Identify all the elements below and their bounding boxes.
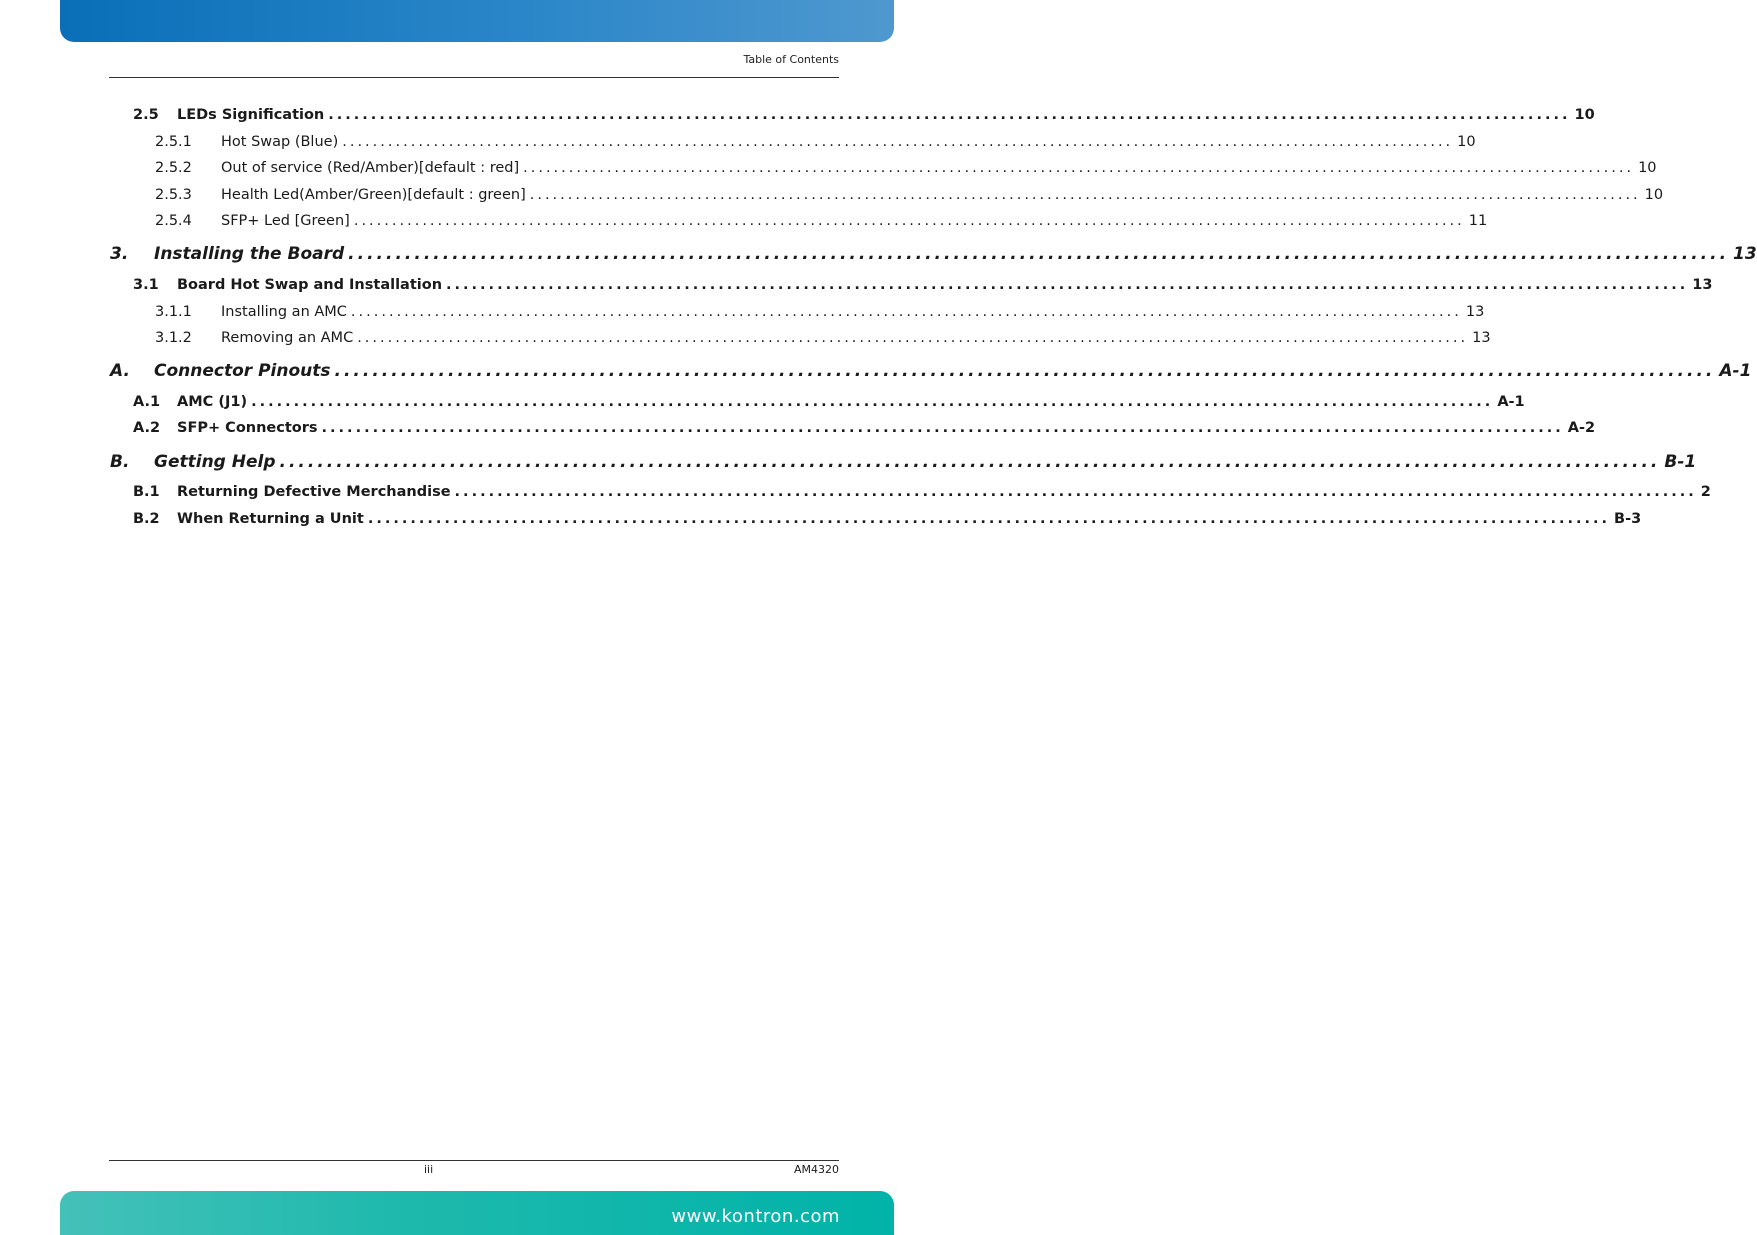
bottom-banner (60, 1191, 894, 1235)
toc-leader: .................................................................................................................................................. (353, 213, 1465, 229)
toc-leader: .................................................................................................................................................. (251, 394, 1494, 410)
toc-number: A.2 (133, 420, 161, 436)
toc-page: 13 (1692, 277, 1713, 293)
toc-title: Getting Help (154, 452, 276, 472)
toc-leader: .................................................................................................................................................. (334, 361, 1716, 381)
toc-number: 2.5 (133, 107, 159, 123)
toc-page: 11 (1468, 213, 1488, 229)
toc-leader: .................................................................................................................................................. (523, 160, 1635, 176)
toc-number: B.2 (133, 511, 160, 527)
toc-page: 2 (1700, 484, 1711, 500)
footer-document-id: AM4320 (793, 1163, 839, 1176)
toc-page: 10 (1574, 107, 1595, 123)
toc-number: 3.1.2 (155, 330, 192, 346)
toc-title: SFP+ Led [Green] (221, 213, 350, 229)
toc-number: A. (110, 361, 130, 381)
toc-number: 2.5.1 (155, 134, 192, 150)
toc-leader: .................................................................................................................................................. (454, 484, 1697, 500)
toc-page: A-1 (1497, 394, 1525, 410)
toc-leader: .................................................................................................................................................. (367, 511, 1611, 527)
footer-divider (109, 1160, 839, 1161)
toc-number: 2.5.3 (155, 187, 192, 203)
toc-leader: .................................................................................................................................................. (446, 277, 1689, 293)
header-section-label: Table of Contents (743, 53, 839, 66)
toc-page: 13 (1465, 304, 1485, 320)
toc-number: B. (110, 452, 130, 472)
toc-title: Out of service (Red/Amber)[default : red] (221, 160, 520, 176)
toc-title: Board Hot Swap and Installation (177, 277, 443, 293)
header-divider (109, 77, 839, 78)
toc-leader: .................................................................................................................................................. (321, 420, 1564, 436)
footer-page-number: iii (424, 1163, 434, 1176)
toc-leader: .................................................................................................................................................. (357, 330, 1469, 346)
toc-title: Removing an AMC (221, 330, 354, 346)
toc-title: Connector Pinouts (154, 361, 331, 381)
toc-leader: .................................................................................................................................................. (328, 107, 1571, 123)
toc-page: 10 (1638, 160, 1657, 176)
toc-leader: .................................................................................................................................................. (342, 134, 1454, 150)
toc-page: 10 (1644, 187, 1664, 203)
toc-title: AMC (J1) (177, 394, 248, 410)
toc-number: B.1 (133, 484, 160, 500)
toc-title: When Returning a Unit (177, 511, 364, 527)
toc-title: Installing an AMC (221, 304, 347, 320)
toc-page: A-1 (1719, 361, 1752, 381)
toc-page: 10 (1457, 134, 1476, 150)
toc-page: B-1 (1664, 452, 1697, 472)
toc-leader: .................................................................................................................................................. (348, 244, 1730, 264)
toc-number: 3. (110, 244, 129, 264)
toc-number: 3.1 (133, 277, 159, 293)
toc-number: 2.5.4 (155, 213, 192, 229)
toc-page: B-3 (1614, 511, 1642, 527)
top-banner (60, 0, 894, 42)
toc-page: A-2 (1567, 420, 1596, 436)
toc-title: Installing the Board (154, 244, 345, 264)
toc-number: A.1 (133, 394, 161, 410)
toc-page: 13 (1733, 244, 1757, 264)
toc-leader: .................................................................................................................................................. (350, 304, 1462, 320)
toc-title: Returning Defective Merchandise (177, 484, 451, 500)
toc-number: 3.1.1 (155, 304, 192, 320)
toc-title: Health Led(Amber/Green)[default : green] (221, 187, 526, 203)
website-link[interactable]: www.kontron.com (671, 1206, 840, 1227)
toc-title: SFP+ Connectors (177, 420, 318, 436)
toc-page: 13 (1472, 330, 1491, 346)
toc-leader: .................................................................................................................................................. (279, 452, 1661, 472)
toc-title: LEDs Signification (177, 107, 325, 123)
toc-title: Hot Swap (Blue) (221, 134, 339, 150)
toc-number: 2.5.2 (155, 160, 192, 176)
toc-leader: .................................................................................................................................................. (529, 187, 1641, 203)
